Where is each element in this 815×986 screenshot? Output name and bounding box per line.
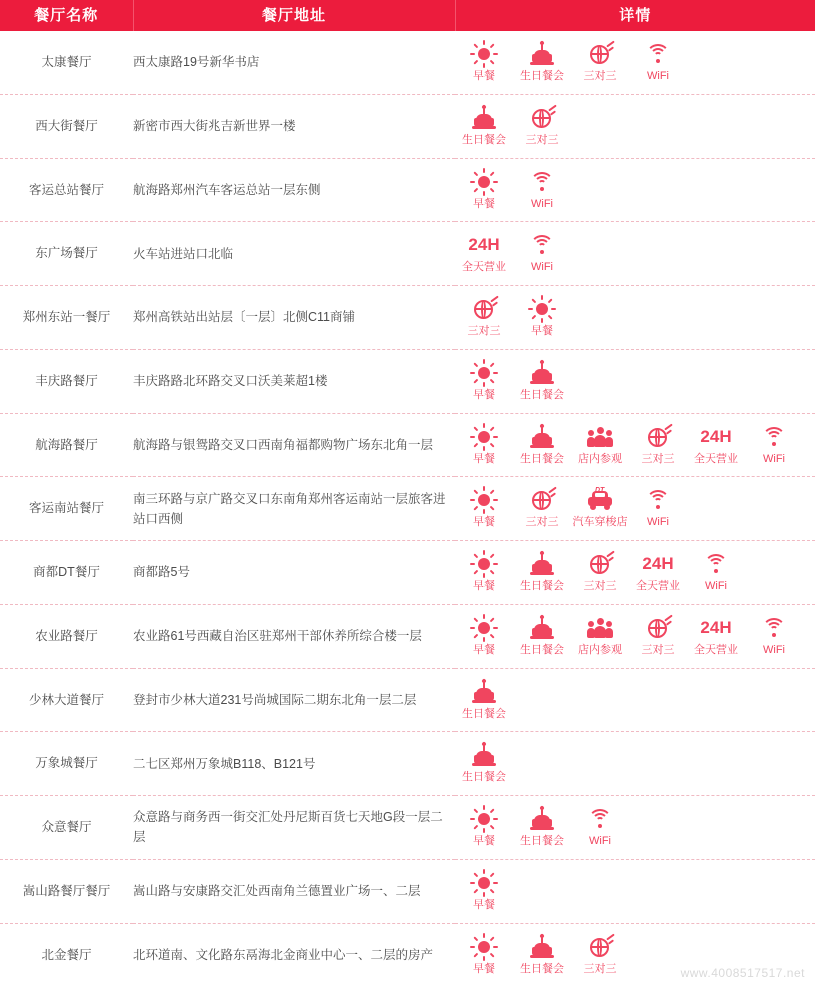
- feature-label: 生日餐会: [520, 70, 564, 82]
- cake-icon: [455, 679, 513, 705]
- cake-icon: [455, 105, 513, 131]
- feature-item: [455, 615, 513, 658]
- restaurant-address: 众意路与商务西一街交汇处丹尼斯百货七天地G段一层二层: [133, 796, 455, 860]
- feature-label: 早餐: [531, 325, 553, 337]
- column-header-name: 餐厅名称: [0, 0, 133, 31]
- feature-label: 早餐: [473, 388, 495, 401]
- feature-item: [629, 615, 687, 658]
- table-row: [0, 604, 815, 668]
- feature-label: 生日餐会: [520, 962, 564, 975]
- feature-list: [455, 169, 815, 212]
- feature-item: [571, 551, 629, 594]
- feature-item: [455, 296, 513, 339]
- feature-list: [455, 551, 815, 594]
- feature-list: [455, 615, 815, 658]
- people-icon: [571, 424, 629, 450]
- sun-icon: [455, 551, 513, 577]
- restaurant-address: 二七区郑州万象城B118、B121号: [133, 732, 455, 796]
- feature-item: [513, 934, 571, 977]
- feature-item: [455, 424, 513, 467]
- restaurant-features: [455, 541, 815, 605]
- restaurant-name: 东广场餐厅: [0, 222, 133, 286]
- globe-icon: [455, 296, 513, 322]
- feature-item: [513, 296, 571, 339]
- feature-item: [571, 615, 629, 658]
- table-row: [0, 477, 815, 541]
- feature-label: 生日餐会: [462, 771, 506, 784]
- sun-icon: [455, 487, 513, 513]
- feature-label: 生日餐会: [520, 452, 564, 465]
- feature-item: [629, 487, 687, 530]
- table-row: [0, 732, 815, 796]
- feature-item: [455, 232, 513, 275]
- table-row: [0, 349, 815, 413]
- sun-icon: [455, 934, 513, 960]
- feature-item: [455, 934, 513, 977]
- feature-list: [455, 679, 815, 722]
- feature-label: 三对三: [467, 325, 501, 337]
- feature-item: [513, 105, 571, 148]
- restaurant-features: [455, 31, 815, 94]
- restaurant-address: 农业路61号西藏自治区驻郑州干部休养所综合楼一层: [133, 604, 455, 668]
- feature-item: [455, 870, 513, 913]
- sun-icon: [455, 806, 513, 832]
- table-row: [0, 94, 815, 158]
- restaurant-address: 嵩山路与安康路交汇处西南角兰德置业广场一、二层: [133, 859, 455, 923]
- table-row: [0, 541, 815, 605]
- table-header-row: [0, 0, 815, 31]
- restaurant-features: [455, 796, 815, 860]
- feature-list: [455, 105, 815, 148]
- restaurant-features: [455, 668, 815, 732]
- restaurant-features: [455, 604, 815, 668]
- feature-item: [687, 424, 745, 467]
- 24h-text: 24H: [700, 617, 732, 637]
- feature-label: 全天营业: [694, 452, 738, 465]
- feature-label: WiFi: [647, 516, 669, 529]
- cake-icon: [513, 806, 571, 832]
- restaurant-address: 丰庆路路北环路交叉口沃美莱超1楼: [133, 349, 455, 413]
- wifi-icon: [629, 41, 687, 67]
- feature-label: 早餐: [473, 962, 495, 975]
- feature-item: [513, 41, 571, 84]
- feature-item: [571, 487, 629, 530]
- feature-label: 三对三: [641, 643, 675, 656]
- cake-icon: [513, 424, 571, 450]
- feature-label: 早餐: [473, 580, 495, 592]
- cake-icon: [455, 742, 513, 768]
- table-row: [0, 222, 815, 286]
- feature-item: [513, 169, 571, 212]
- feature-label: 汽车穿梭店: [572, 516, 628, 529]
- 24h-icon: [455, 232, 513, 258]
- feature-item: [455, 360, 513, 403]
- feature-item: [571, 934, 629, 977]
- restaurant-features: [455, 477, 815, 541]
- feature-label: 三对三: [583, 580, 617, 592]
- restaurant-address: 郑州高铁站出站层〔一层〕北侧C11商铺: [133, 286, 455, 350]
- wifi-icon: [629, 487, 687, 513]
- feature-label: 早餐: [473, 898, 495, 911]
- feature-label: WiFi: [647, 70, 669, 82]
- restaurant-name: 少林大道餐厅: [0, 668, 133, 732]
- feature-item: [571, 424, 629, 467]
- feature-label: 生日餐会: [520, 835, 564, 847]
- 24h-icon: [629, 551, 687, 577]
- watermark: www.4008517517.net: [680, 966, 805, 981]
- restaurant-name: 客运南站餐厅: [0, 477, 133, 541]
- restaurant-name: 西大街餐厅: [0, 94, 133, 158]
- globe-icon: [571, 41, 629, 67]
- feature-item: [455, 105, 513, 148]
- table-row: [0, 668, 815, 732]
- wifi-icon: [745, 615, 803, 641]
- feature-label: WiFi: [531, 197, 553, 210]
- feature-label: 三对三: [583, 70, 617, 82]
- restaurant-name: 众意餐厅: [0, 796, 133, 860]
- globe-icon: [513, 105, 571, 131]
- feature-item: [513, 360, 571, 403]
- feature-list: [455, 870, 815, 913]
- restaurant-address: 登封市少林大道231号尚城国际二期东北角一层二层: [133, 668, 455, 732]
- table-row: [0, 158, 815, 222]
- feature-label: 生日餐会: [462, 707, 506, 720]
- cake-icon: [513, 934, 571, 960]
- feature-list: [455, 424, 815, 467]
- wifi-icon: [571, 806, 629, 832]
- table-row: [0, 31, 815, 94]
- feature-label: 早餐: [473, 643, 495, 656]
- restaurant-features: [455, 286, 815, 350]
- restaurant-features: [455, 349, 815, 413]
- feature-item: [629, 424, 687, 467]
- feature-item: [455, 551, 513, 594]
- wifi-icon: [513, 169, 571, 195]
- restaurant-name: 农业路餐厅: [0, 604, 133, 668]
- feature-item: [455, 41, 513, 84]
- feature-label: 店内参观: [578, 643, 622, 656]
- feature-item: [513, 232, 571, 275]
- feature-label: 生日餐会: [520, 643, 564, 656]
- 24h-icon: [687, 424, 745, 450]
- feature-label: 早餐: [473, 516, 495, 529]
- feature-list: [455, 296, 815, 339]
- feature-item: [513, 551, 571, 594]
- sun-icon: [455, 169, 513, 195]
- feature-label: WiFi: [531, 261, 553, 274]
- sun-icon: [513, 296, 571, 322]
- restaurant-features: [455, 413, 815, 477]
- globe-icon: [629, 615, 687, 641]
- cake-icon: [513, 41, 571, 67]
- restaurant-name: 丰庆路餐厅: [0, 349, 133, 413]
- restaurant-address: 航海路与银鸳路交叉口西南角福都购物广场东北角一层: [133, 413, 455, 477]
- feature-item: [629, 551, 687, 594]
- restaurant-address: 商都路5号: [133, 541, 455, 605]
- 24h-text: 24H: [700, 426, 732, 446]
- feature-label: 早餐: [473, 835, 495, 847]
- feature-item: [513, 487, 571, 530]
- globe-icon: [571, 551, 629, 577]
- table-row: [0, 796, 815, 860]
- feature-item: [745, 424, 803, 467]
- table-header: [0, 0, 815, 31]
- 24h-text: 24H: [468, 235, 500, 255]
- feature-label: 三对三: [525, 516, 559, 529]
- restaurant-name: 太康餐厅: [0, 31, 133, 94]
- globe-icon: [571, 934, 629, 960]
- feature-label: 全天营业: [694, 643, 738, 656]
- feature-list: [455, 487, 815, 530]
- column-header-details: 详情: [455, 0, 815, 31]
- feature-item: [455, 487, 513, 530]
- restaurant-features: [455, 94, 815, 158]
- feature-label: 三对三: [525, 133, 559, 146]
- restaurant-address: 火车站进站口北临: [133, 222, 455, 286]
- cake-icon: [513, 615, 571, 641]
- feature-label: WiFi: [705, 580, 727, 592]
- restaurant-address: 西太康路19号新华书店: [133, 31, 455, 94]
- table-body: [0, 31, 815, 986]
- feature-item: [513, 424, 571, 467]
- feature-item: [455, 806, 513, 849]
- feature-label: 早餐: [473, 197, 495, 210]
- feature-item: [687, 551, 745, 594]
- restaurant-name: 客运总站餐厅: [0, 158, 133, 222]
- car-icon: [571, 487, 629, 513]
- restaurant-address: 北环道南、文化路东鬲海北金商业中心一、二层的房产: [133, 947, 434, 962]
- restaurant-address: 新密市西大街兆吉新世界一楼: [133, 94, 455, 158]
- feature-list: [455, 41, 815, 84]
- feature-item: [571, 41, 629, 84]
- sun-icon: [455, 615, 513, 641]
- feature-label: 早餐: [473, 70, 495, 82]
- feature-item: [455, 679, 513, 722]
- restaurant-features: [455, 732, 815, 796]
- feature-label: WiFi: [589, 835, 611, 847]
- feature-label: 全天营业: [636, 580, 680, 592]
- feature-label: WiFi: [763, 643, 785, 656]
- feature-list: [455, 360, 815, 403]
- restaurant-name: 万象城餐厅: [0, 732, 133, 796]
- table-row: [0, 286, 815, 350]
- sun-icon: [455, 360, 513, 386]
- feature-label: 生日餐会: [520, 388, 564, 401]
- feature-label: 三对三: [641, 452, 675, 465]
- feature-label: WiFi: [763, 452, 785, 465]
- feature-item: [455, 742, 513, 785]
- sun-icon: [455, 41, 513, 67]
- feature-item: [745, 615, 803, 658]
- globe-icon: [513, 487, 571, 513]
- feature-label: 三对三: [583, 962, 617, 975]
- feature-item: [513, 806, 571, 849]
- table-row: [0, 413, 815, 477]
- feature-item: [687, 615, 745, 658]
- feature-label: 早餐: [473, 452, 495, 465]
- restaurant-features: [455, 158, 815, 222]
- restaurant-address: 航海路郑州汽车客运总站一层东侧: [133, 158, 455, 222]
- 24h-text: 24H: [642, 554, 674, 573]
- wifi-icon: [687, 551, 745, 577]
- feature-label: 全天营业: [462, 261, 506, 274]
- feature-label: 生日餐会: [520, 580, 564, 592]
- restaurant-features: [455, 859, 815, 923]
- wifi-icon: [745, 424, 803, 450]
- feature-item: [571, 806, 629, 849]
- table-row: [0, 859, 815, 923]
- restaurant-name: 郑州东站一餐厅: [0, 286, 133, 350]
- wifi-icon: [513, 232, 571, 258]
- sun-icon: [455, 424, 513, 450]
- feature-list: [455, 232, 815, 275]
- feature-label: 生日餐会: [462, 133, 506, 146]
- cake-icon: [513, 360, 571, 386]
- column-header-address: 餐厅地址: [133, 0, 455, 31]
- restaurant-name: 航海路餐厅: [0, 413, 133, 477]
- cake-icon: [513, 551, 571, 577]
- feature-list: [455, 742, 815, 785]
- feature-label: 店内参观: [578, 452, 622, 465]
- feature-list: [455, 806, 815, 849]
- globe-icon: [629, 424, 687, 450]
- restaurant-name: 商都DT餐厅: [0, 541, 133, 605]
- feature-item: [455, 169, 513, 212]
- restaurant-address: 南三环路与京广路交叉口东南角郑州客运南站一层旅客进站口西侧: [133, 477, 455, 541]
- restaurant-name: 北金餐厅: [41, 947, 92, 962]
- restaurant-name: 嵩山路餐厅餐厅: [0, 859, 133, 923]
- feature-item: [513, 615, 571, 658]
- feature-item: [629, 41, 687, 84]
- 24h-icon: [687, 615, 745, 641]
- restaurant-features: [455, 222, 815, 286]
- sun-icon: [455, 870, 513, 896]
- people-icon: [571, 615, 629, 641]
